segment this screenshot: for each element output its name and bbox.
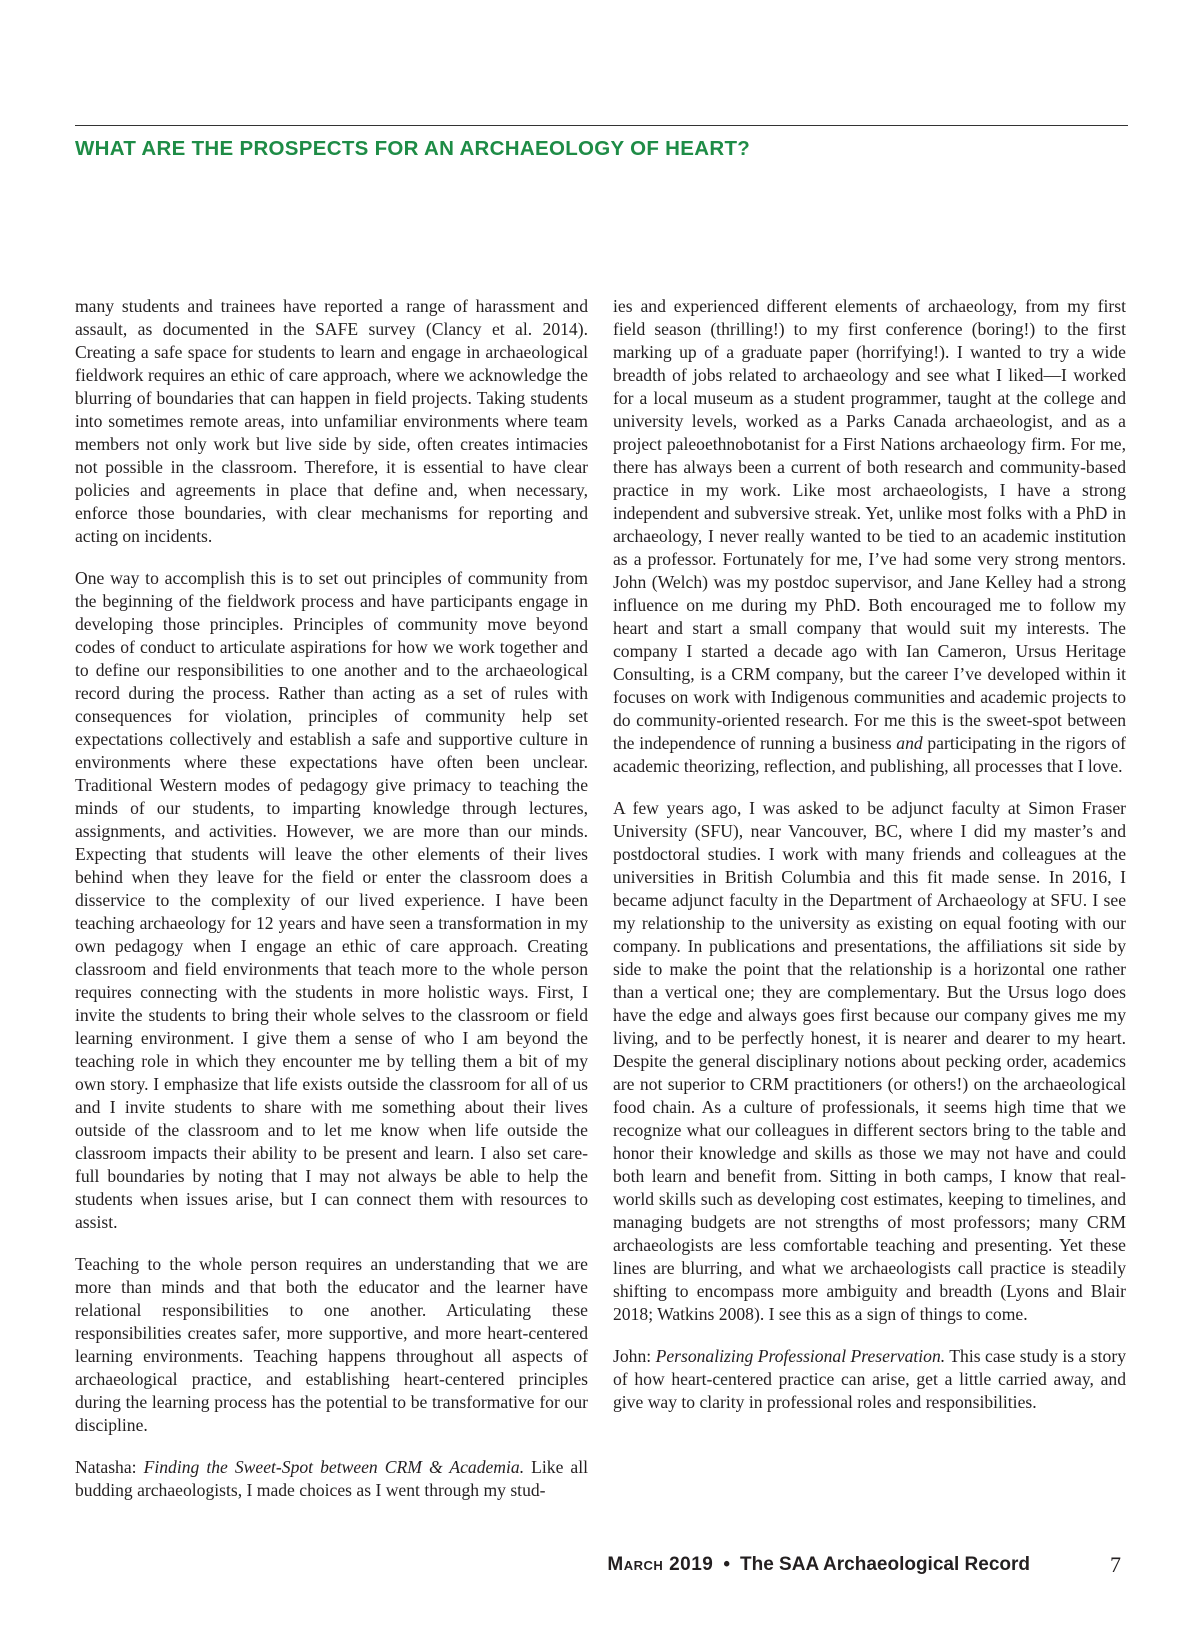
paragraph — [613, 1345, 1126, 1414]
issue-date: March 2019 — [607, 1554, 714, 1575]
case-study-speaker: John: — [613, 1346, 656, 1366]
paragraph — [75, 1456, 588, 1502]
paragraph-text: Like all budding archaeologists, I made choices as I went through my stud- — [75, 1457, 588, 1500]
paragraph: many students and trainees have reported a range of harassment and assault, as documented in the SAFE survey (Clancy et al. 2014). Creating a safe space for students to learn and engage in archaeological fieldwork requires an ethic of care approach, where we acknowledge the blurring of boundaries that can happen in field projects. Taking students into sometimes remote areas, into unfamiliar environments where team members not only work but live side by side, often creates intimacies not possible in the classroom. Therefore, it is essential to have clear policies and agreements in place that define and, when necessary, enforce those boundaries, with clear mechanisms for reporting and acting on incidents. — [75, 296, 588, 546]
bullet-separator: • — [723, 1554, 730, 1575]
left-column — [75, 295, 588, 1521]
right-column — [613, 295, 1126, 1433]
case-study-speaker: Natasha: — [75, 1457, 144, 1477]
paragraph: A few years ago, I was asked to be adjunct faculty at Simon Fraser University (SFU), near Vancouver, BC, where I did my master’s and postdoctoral studies. I work with many friends and colleagues at the universities in British Columbia and this fit made sense. In 2016, I became adjunct faculty in the Department of Archaeology at SFU. I see my relationship to the university as existing on equal footing with our company. In publications and presentations, the affiliations sit side by side to make the point that the relationship is a horizontal one rather than a vertical one; they are complementary. But the Ursus logo does have the edge and always goes first because our company gives me my living, and to be perfectly honest, it is nearer and dearer to my heart. Despite the general disciplinary notions about pecking order, academics are not superior to CRM practitioners (or others!) on the archaeological food chain. As a culture of professionals, it seems high time that we recognize what our colleagues in different sectors bring to the table and honor their knowledge and skills as those we may not have and could both learn and benefit from. Sitting in both camps, I know that real-world skills such as developing cost estimates, keeping to timelines, and managing budgets are not strengths of most professors; many CRM archaeologists are less comfortable teaching and presenting. Yet these lines are blurring, and what we archaeologists call practice is steadily shifting to encompass more ambiguity and breadth (Lyons and Blair 2018; Watkins 2008). I see this as a sign of things to come. — [613, 798, 1126, 1324]
paragraph: One way to accomplish this is to set out principles of community from the beginning of the fieldwork process and have participants engage in developing those principles. Principles of community move beyond codes of conduct to articulate aspirations for how we work together and to define our responsibilities to one another and to the archaeological record during the process. Rather than acting as a set of rules with consequences for violation, principles of community help set expectations collectively and establish a safe and supportive culture in environments where these expectations have often been unclear. Traditional Western modes of pedagogy give primacy to teaching the minds of our students, to imparting knowledge through lectures, assignments, and activities. However, we are more than our minds. Expecting that students will leave the other elements of their lives behind when they leave for the field or enter the classroom does a disservice to the complexity of our lived experience. I have been teaching archaeology for 12 years and have seen a transformation in my own pedagogy when I engage an ethic of care approach. Creating classroom and field environments that teach more to the whole person requires connecting with the students in more holistic ways. First, I invite the students to bring their whole selves to the classroom or field learning environment. I give them a sense of who I am beyond the teaching role in which they encounter me by telling them a bit of my own story. I emphasize that life exists outside the classroom for all of us and I invite students to share with me something about their lives outside of the classroom and to let me know when life outside the classroom impacts their ability to be present and learn. I also set care-full boundaries by noting that I may not always be able to help the students when issues arise, but I can connect them with resources to assist. — [75, 568, 588, 1232]
paragraph-text: participating in the rigors of academic theorizing, reflection, and publishing, all processes that I love. — [613, 733, 1126, 776]
header-rule — [75, 125, 1128, 126]
journal-name: The SAA Archaeological Record — [740, 1554, 1030, 1575]
paragraph: Teaching to the whole person requires an understanding that we are more than minds and that both the educator and the learner have relational responsibilities to one another. Articulating these responsibilities creates safer, more supportive, and more heart-centered learning environments. Teaching happens throughout all aspects of archaeological practice, and establishing heart-centered principles during the learning process has the potential to be transformative for our discipline. — [75, 1254, 588, 1435]
case-study-title: Personalizing Professional Preservation. — [655, 1346, 946, 1366]
paragraph-text: This case study is a story of how heart-centered practice can arise, get a little carried away, and give way to clarity in professional roles and responsibilities. — [613, 1346, 1126, 1412]
page-footer — [607, 1554, 1030, 1576]
case-study-title: Finding the Sweet-Spot between CRM & Academia. — [143, 1457, 525, 1477]
section-header: WHAT ARE THE PROSPECTS FOR AN ARCHAEOLOGY OF HEART? — [75, 137, 751, 160]
paragraph-text: ies and experienced different elements of archaeology, from my first field season (thrilling!) to my first conference (boring!) to the first marking up of a graduate paper (horrifying!). I wanted to try a wide breadth of jobs related to archaeology and see what I liked—I worked for a local museum as a student programmer, taught at the college and university levels, worked as a Parks Canada archaeologist, and as a project paleoethnobotanist for a First Nations archaeology firm. For me, there has always been a current of both research and community-based practice in my work. Like most archaeologists, I have a strong independent and subversive streak. Yet, unlike most folks with a PhD in archaeology, I never really wanted to be tied to an academic institution as a professor. Fortunately for me, I’ve had some very strong mentors. John (Welch) was my postdoc supervisor, and Jane Kelley had a strong influence on me during my PhD. Both encouraged me to follow my heart and start a small company that would suit my interests. The company I started a decade ago with Ian Cameron, Ursus Heritage Consulting, is a CRM company, but the career I’ve developed within it focuses on work with Indigenous communities and academic projects to do community-oriented research. For me this is the sweet-spot between the independence of running a business — [613, 296, 1126, 753]
page-number: 7 — [1110, 1552, 1121, 1577]
emphasis: and — [896, 733, 923, 753]
paragraph — [613, 295, 1126, 778]
